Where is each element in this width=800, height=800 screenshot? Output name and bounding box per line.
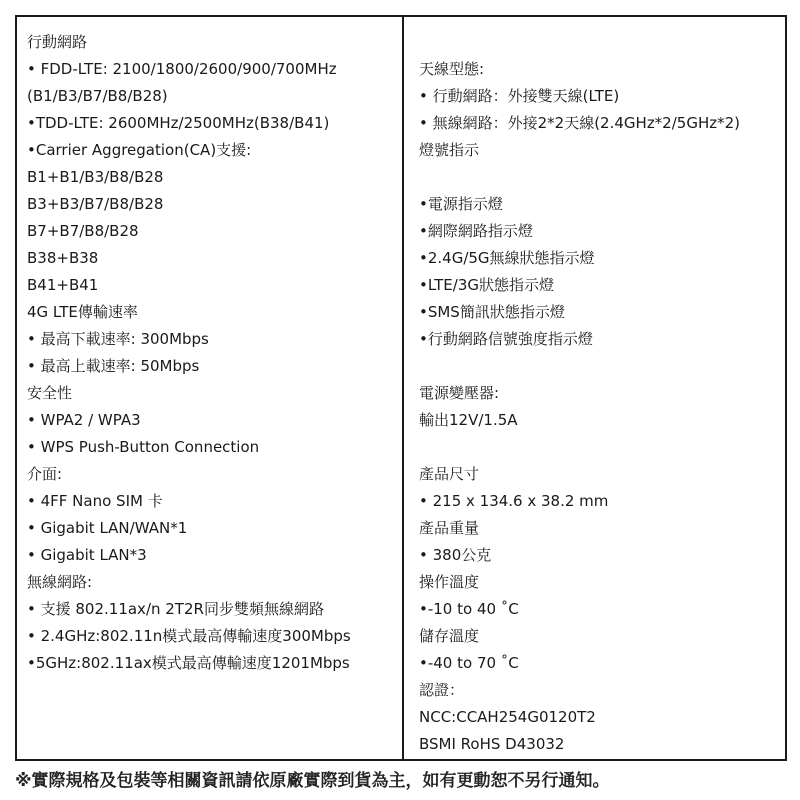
spec-line: B1+B1/B3/B8/B28 (27, 168, 164, 186)
spec-line: •5GHz:802.11ax模式最高傳輸速度1201Mbps (27, 654, 350, 672)
spec-line: •電源指示燈 (419, 195, 503, 213)
spec-line: 操作溫度 (419, 573, 480, 591)
spec-line: • WPS Push-Button Connection (27, 438, 260, 456)
spec-line: •SMS簡訊狀態指示燈 (419, 303, 565, 321)
spec-line: 安全性 (27, 384, 73, 402)
spec-line: NCC:CCAH254G0120T2 (419, 708, 596, 726)
spec-line: •LTE/3G狀態指示燈 (419, 276, 555, 294)
spec-line: •2.4G/5G無線狀態指示燈 (419, 249, 595, 267)
spec-line: • 4FF Nano SIM 卡 (27, 492, 163, 510)
spec-line: •-10 to 40 ˚C (419, 600, 519, 618)
spec-line (419, 164, 740, 191)
spec-line: 行動網路 (27, 33, 88, 51)
spec-line: • 最高上載速率: 50Mbps (27, 357, 200, 375)
spec-line: 燈號指示 (419, 141, 480, 159)
spec-line: • FDD-LTE: 2100/1800/2600/900/700MHz (27, 60, 337, 78)
spec-line: 輸出12V/1.5A (419, 411, 518, 429)
disclaimer-note: ※實際規格及包裝等相關資訊請依原廠實際到貨為主，如有更動恕不另行通知。 (15, 771, 610, 791)
spec-line: • WPA2 / WPA3 (27, 411, 141, 429)
spec-line: 產品重量 (419, 519, 480, 537)
spec-line: 4G LTE傳輸速率 (27, 303, 138, 321)
spec-line: • 行動網路：外接雙天線(LTE) (419, 87, 620, 105)
spec-line: • 2.4GHz:802.11n模式最高傳輸速度300Mbps (27, 627, 351, 645)
spec-line: •-40 to 70 ˚C (419, 654, 519, 672)
spec-line: • 380公克 (419, 546, 492, 564)
spec-line: B7+B7/B8/B28 (27, 222, 139, 240)
spec-line: • 無線網路：外接2*2天線(2.4GHz*2/5GHz*2) (419, 114, 740, 132)
spec-line: 儲存溫度 (419, 627, 480, 645)
spec-line: • 最高下載速率: 300Mbps (27, 330, 209, 348)
spec-column-left (17, 17, 404, 759)
spec-line: •TDD-LTE: 2600MHz/2500MHz(B38/B41) (27, 114, 330, 132)
spec-table (15, 15, 787, 761)
spec-line: •網際網路指示燈 (419, 222, 533, 240)
spec-line: (B1/B3/B7/B8/B28) (27, 87, 168, 105)
spec-line: •行動網路信號強度指示燈 (419, 330, 593, 348)
spec-lines-right (419, 56, 740, 758)
spec-line: •Carrier Aggregation(CA)支援: (27, 141, 252, 159)
spec-line: B41+B41 (27, 276, 99, 294)
spec-line: 電源變壓器: (419, 384, 500, 402)
spec-line: 介面: (27, 465, 63, 483)
spec-line: • Gigabit LAN/WAN*1 (27, 519, 188, 537)
spec-line: 天線型態: (419, 60, 485, 78)
spec-line: • Gigabit LAN*3 (27, 546, 147, 564)
spec-line: • 215 x 134.6 x 38.2 mm (419, 492, 609, 510)
spec-line: B3+B3/B7/B8/B28 (27, 195, 164, 213)
spec-column-right (404, 17, 785, 759)
spec-line: 無線網路: (27, 573, 93, 591)
spec-line: B38+B38 (27, 249, 99, 267)
spec-line: • 支援 802.11ax/n 2T2R同步雙頻無線網路 (27, 600, 324, 618)
spec-line (419, 353, 740, 380)
spec-line (419, 434, 740, 461)
spec-line: 認證： (419, 681, 465, 699)
spec-line: 產品尺寸 (419, 465, 480, 483)
spec-line: BSMI RoHS D43032 (419, 735, 565, 753)
